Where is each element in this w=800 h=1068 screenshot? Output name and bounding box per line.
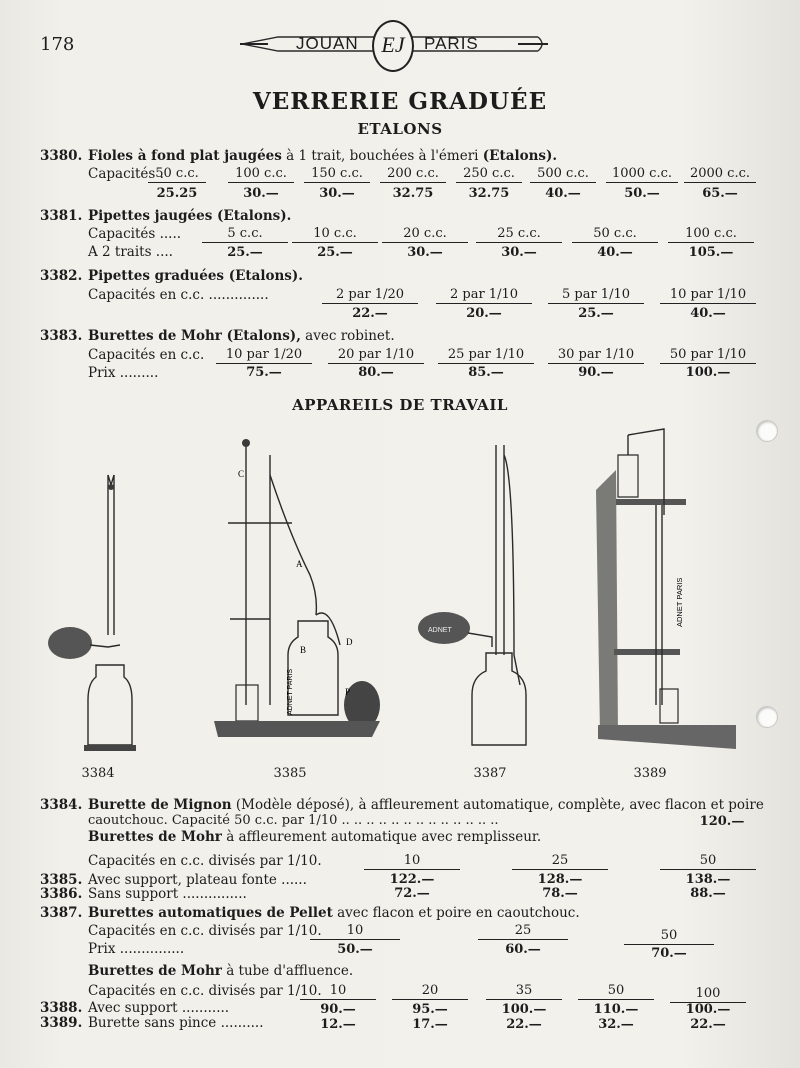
capacity-label: Capacités en c.c. (88, 347, 205, 363)
capacity-cell: 35 (486, 983, 562, 1000)
letter-label: P (345, 687, 351, 697)
item-number: 3381. (40, 208, 83, 224)
capacity-cell: 10 c.c. (292, 226, 378, 243)
capacity-label: Capacités en c.c. .............. (88, 287, 269, 303)
figure-caption: 3387 (473, 766, 507, 781)
price-cell: 40.— (597, 245, 633, 260)
item-number: 3389. (40, 1015, 83, 1031)
capacity-cell: 10 par 1/10 (660, 287, 756, 304)
price-cell: 88.— (690, 886, 726, 901)
price-cell: 138.— (685, 872, 731, 887)
letter-label: A (296, 559, 303, 569)
price-cell: 110.— (593, 1002, 639, 1017)
letter-label: C (238, 469, 245, 479)
price-cell: 100.— (685, 1002, 731, 1017)
item-title: Burettes de Mohr à tube d'affluence. (88, 963, 354, 979)
brand-paris: PARIS (424, 34, 479, 53)
price-cell: 80.— (358, 365, 394, 380)
capacity-cell: 500 c.c. (530, 166, 596, 183)
price-cell: 60.— (505, 942, 541, 957)
price-cell: 50.— (337, 942, 373, 957)
price-cell: 100.— (685, 365, 731, 380)
price-cell: 25.— (227, 245, 263, 260)
capacity-cell: 10 (310, 923, 400, 940)
row-label: Sans support ............... (88, 886, 247, 902)
burette-mignon-drawing (48, 475, 136, 751)
capacity-cell: 25 c.c. (476, 226, 562, 243)
price-cell: 50.— (624, 186, 660, 201)
capacity-label: Capacités ..... (88, 226, 182, 242)
section-appareils: APPAREILS DE TRAVAIL (292, 396, 508, 414)
figure-caption: 3389 (633, 766, 667, 781)
capacity-cell: 30 par 1/10 (548, 347, 644, 364)
price-cell: 90.— (578, 365, 614, 380)
price-cell: 78.— (542, 886, 578, 901)
price-cell: 72.— (394, 886, 430, 901)
price-cell: 40.— (545, 186, 581, 201)
item-title: Burettes automatiques de Pellet avec flacon et poire en caoutchouc. (88, 905, 580, 921)
section-etalons: ETALONS (357, 120, 443, 138)
capacity-cell: 50 (578, 983, 654, 1000)
adnet-label: ADNET PARIS (675, 577, 684, 627)
capacity-cell: 25 (478, 923, 568, 940)
capacity-cell: 10 par 1/20 (216, 347, 312, 364)
capacity-cell: 1000 c.c. (606, 166, 678, 183)
capacity-cell: 100 c.c. (228, 166, 294, 183)
price-cell: 25.— (578, 306, 614, 321)
item-title: Pipettes jaugées (Etalons). (88, 208, 292, 224)
capacity-cell: 20 c.c. (382, 226, 468, 243)
capacity-cell: 5 c.c. (202, 226, 288, 243)
price-cell: 30.— (243, 186, 279, 201)
price-cell: 95.— (412, 1002, 448, 1017)
item-number: 3383. (40, 328, 83, 344)
price-cell: 22.— (690, 1017, 726, 1032)
monogram-logo: EJ (372, 20, 414, 72)
capacity-cell: 2 par 1/10 (436, 287, 532, 304)
capacity-label: Capacités en c.c. divisés par 1/10. (88, 983, 322, 999)
capacity-cell: 50 c.c. (572, 226, 658, 243)
item-title: Burettes de Mohr à affleurement automatique avec remplisseur. (88, 829, 542, 845)
item-description: caoutchouc. Capacité 50 c.c. par 1/10 .. .. .. .. .. .. .. .. .. .. .. .. .. (88, 813, 499, 828)
price-cell: 75.— (246, 365, 282, 380)
item-number: 3387. (40, 905, 83, 921)
price-cell: 120.— (699, 814, 745, 829)
price-label: Prix ............... (88, 941, 185, 957)
price-cell: 128.— (537, 872, 583, 887)
punch-hole (756, 706, 778, 728)
item-number: 3384. (40, 797, 83, 813)
capacity-cell: 25 (512, 853, 608, 870)
price-cell: 85.— (468, 365, 504, 380)
price-cell: 32.— (598, 1017, 634, 1032)
item-title: Pipettes graduées (Etalons). (88, 268, 303, 284)
traits-label: A 2 traits .... (88, 244, 173, 260)
capacity-cell: 50 (660, 853, 756, 870)
capacity-label: Capacités en c.c. divisés par 1/10. (88, 923, 322, 939)
capacity-cell: 2000 c.c. (684, 166, 756, 183)
brand-jouan: JOUAN (296, 34, 359, 53)
price-cell: 30.— (501, 245, 537, 260)
capacity-cell: 5 par 1/10 (548, 287, 644, 304)
price-cell: 12.— (320, 1017, 356, 1032)
capacity-cell: 50 par 1/10 (660, 347, 756, 364)
capacity-cell: 100 c.c. (668, 226, 754, 243)
item-number: 3385. (40, 872, 83, 888)
price-cell: 65.— (702, 186, 738, 201)
item-title: Burettes de Mohr (Etalons), avec robinet. (88, 328, 395, 344)
price-cell: 40.— (690, 306, 726, 321)
item-number: 3388. (40, 1000, 83, 1016)
capacity-cell: 250 c.c. (456, 166, 522, 183)
price-cell: 122.— (389, 872, 435, 887)
price-cell: 105.— (688, 245, 734, 260)
apparatus-illustrations (0, 415, 800, 795)
capacity-cell: 100 (670, 986, 746, 1003)
burette-mohr-stand-drawing (214, 439, 380, 737)
row-label: Avec support, plateau fonte ...... (88, 872, 307, 888)
capacity-cell: 2 par 1/20 (322, 287, 418, 304)
price-cell: 20.— (466, 306, 502, 321)
capacity-label: Capacités en c.c. divisés par 1/10. (88, 853, 322, 869)
price-cell: 32.75 (468, 186, 510, 201)
price-cell: 30.— (319, 186, 355, 201)
item-title: Fioles à fond plat jaugées à 1 trait, bouchées à l'émeri (Etalons). (88, 148, 558, 164)
capacity-cell: 50 (624, 928, 714, 945)
capacity-cell: 150 c.c. (304, 166, 370, 183)
row-label: Burette sans pince .......... (88, 1015, 264, 1031)
price-cell: 22.— (352, 306, 388, 321)
price-cell: 90.— (320, 1002, 356, 1017)
capacity-cell: 200 c.c. (380, 166, 446, 183)
letter-label: D (346, 637, 353, 647)
price-cell: 25.25 (156, 186, 198, 201)
price-cell: 17.— (412, 1017, 448, 1032)
figure-caption: 3384 (81, 766, 115, 781)
price-cell: 100.— (501, 1002, 547, 1017)
letter-label: B (300, 645, 307, 655)
figure-caption: 3385 (273, 766, 307, 781)
price-cell: 30.— (407, 245, 443, 260)
capacity-cell: 10 (364, 853, 460, 870)
capacity-cell: 50 c.c. (148, 166, 206, 183)
burette-pellet-drawing (418, 445, 526, 745)
capacity-cell: 25 par 1/10 (438, 347, 534, 364)
capacity-label: Capacités . (88, 166, 164, 182)
item-number: 3386. (40, 886, 83, 902)
price-label: Prix ......... (88, 365, 159, 381)
price-cell: 32.75 (392, 186, 434, 201)
brand-banner (238, 18, 550, 70)
punch-hole (756, 420, 778, 442)
price-cell: 70.— (651, 946, 687, 961)
row-label: Avec support ........... (88, 1000, 230, 1016)
burette-affluence-stand-drawing (596, 429, 736, 749)
item-number: 3380. (40, 148, 83, 164)
adnet-label: ADNET PARIS (287, 668, 294, 715)
item-title: Burette de Mignon (Modèle déposé), à affleurement automatique, complète, avec flacon et poire (88, 797, 764, 813)
page-number: 178 (40, 34, 75, 55)
capacity-cell: 20 par 1/10 (328, 347, 424, 364)
item-number: 3382. (40, 268, 83, 284)
capacity-cell: 20 (392, 983, 468, 1000)
price-cell: 25.— (317, 245, 353, 260)
adnet-label: ADNET (428, 627, 452, 634)
price-cell: 22.— (506, 1017, 542, 1032)
capacity-cell: 10 (300, 983, 376, 1000)
page-title: VERRERIE GRADUÉE (252, 88, 548, 115)
